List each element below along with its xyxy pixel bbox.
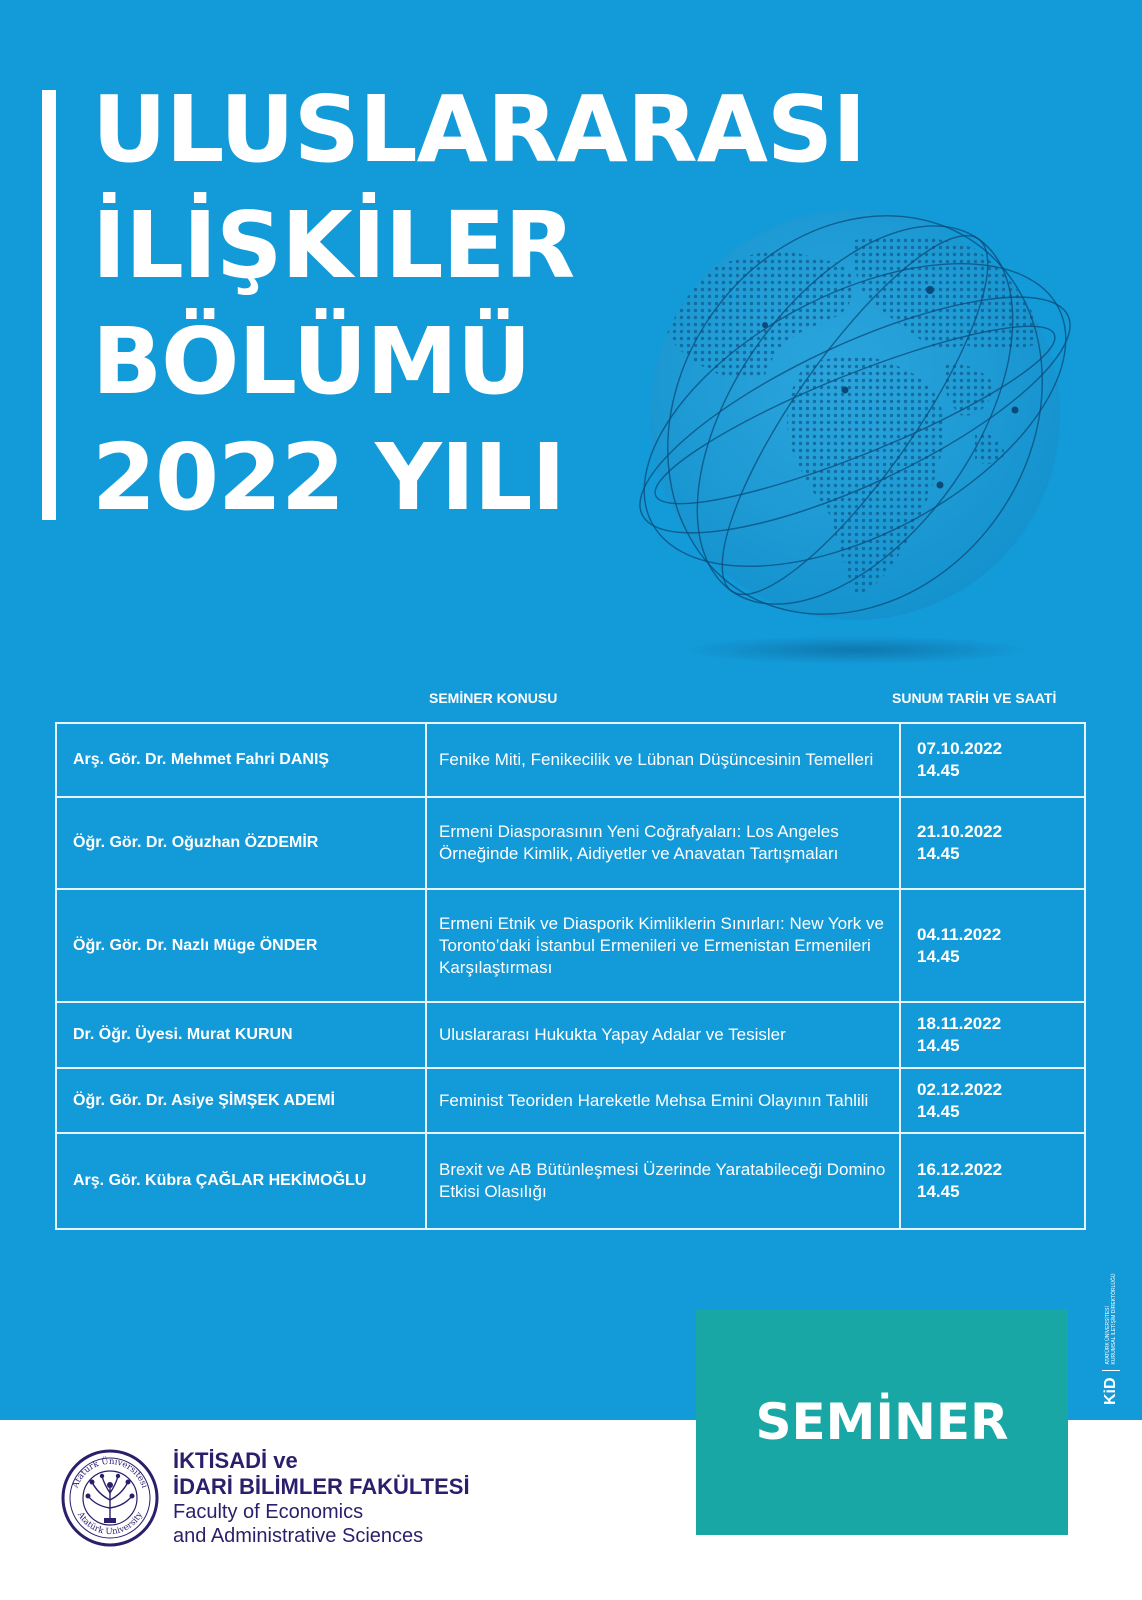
seal-text-bottom: Atatürk University: [75, 1510, 145, 1538]
presenter-name: Öğr. Gör. Dr. Oğuzhan ÖZDEMİR: [56, 797, 426, 889]
table-row: [56, 1068, 1085, 1133]
presenter-name: Arş. Gör. Kübra ÇAĞLAR HEKİMOĞLU: [56, 1133, 426, 1229]
presenter-name: Dr. Öğr. Üyesi. Murat KURUN: [56, 1002, 426, 1068]
university-seal-icon: [60, 1448, 160, 1548]
presentation-datetime: [900, 723, 1085, 797]
table-row: [56, 797, 1085, 889]
title-accent-bar: [42, 90, 56, 520]
seminar-schedule-table: [55, 722, 1086, 1230]
presentation-datetime: [900, 1002, 1085, 1068]
faculty-name-en-line-2: and Administrative Sciences: [173, 1525, 424, 1547]
seminar-topic: Ermeni Diasporasının Yeni Coğrafyaları: Los Angeles Örneğinde Kimlik, Aidiyetler ve Anavatan Tartışmaları: [426, 797, 900, 889]
faculty-name: [173, 1448, 470, 1548]
seminar-badge: SEMİNER: [696, 1309, 1068, 1535]
presentation-date: 18.11.2022: [917, 1014, 1002, 1033]
presentation-time: 14.45: [917, 844, 960, 863]
seal-text-top: Atatürk Üniversitesi: [70, 1456, 150, 1490]
column-header-topic: SEMİNER KONUSU: [429, 690, 558, 706]
table-row: [56, 723, 1085, 797]
kid-logo: [1098, 1240, 1124, 1405]
world-map-globe-icon: [615, 195, 1095, 675]
presentation-time: 14.45: [917, 1036, 960, 1055]
presentation-time: 14.45: [917, 761, 960, 780]
seminar-topic: Uluslararası Hukukta Yapay Adalar ve Tesisler: [426, 1002, 900, 1068]
presentation-datetime: [900, 797, 1085, 889]
title-line-4: 2022 YILI: [92, 424, 565, 531]
table-row: [56, 1133, 1085, 1229]
seminar-topic: Feminist Teoriden Hareketle Mehsa Emini Olayının Tahlili: [426, 1068, 900, 1133]
column-header-date: SUNUM TARİH VE SAATİ: [892, 690, 1057, 706]
presenter-name: Arş. Gör. Dr. Mehmet Fahri DANIŞ: [56, 723, 426, 797]
faculty-name-tr-line-1: İKTİSADİ ve: [173, 1448, 298, 1473]
presentation-date: 02.12.2022: [917, 1079, 1003, 1099]
presentation-date: 04.11.2022: [917, 924, 1002, 944]
kid-logo-divider: [1102, 1370, 1120, 1371]
presentation-datetime: [900, 1068, 1085, 1133]
table-row: [56, 889, 1085, 1002]
presenter-name: Öğr. Gör. Dr. Nazlı Müge ÖNDER: [56, 889, 426, 1002]
presentation-date: 16.12.2022: [917, 1160, 1003, 1179]
presentation-date: 07.10.2022: [917, 739, 1003, 758]
presentation-date: 21.10.2022: [917, 822, 1003, 841]
seminar-topic: Brexit ve AB Bütünleşmesi Üzerinde Yaratabileceği Domino Etkisi Olasılığı: [426, 1133, 900, 1229]
seminar-topic: Ermeni Etnik ve Diasporik Kimliklerin Sınırları: New York ve Toronto’daki İstanbul Ermenileri ve Ermenistan Ermenileri Karşılaştırması: [426, 889, 900, 1002]
faculty-name-en-line-1: Faculty of Economics: [173, 1501, 364, 1523]
kid-logo-mark: KiD: [1102, 1377, 1119, 1405]
faculty-name-tr-line-2: İDARİ BİLİMLER FAKÜLTESİ: [173, 1474, 470, 1499]
table-row: [56, 1002, 1085, 1068]
title-line-1: ULUSLARARASI: [92, 76, 866, 183]
seminar-topic: Fenike Miti, Fenikecilik ve Lübnan Düşüncesinin Temelleri: [426, 723, 900, 797]
title-line-3: BÖLÜMÜ: [92, 308, 531, 415]
presentation-time: 14.45: [917, 1101, 960, 1121]
presentation-time: 14.45: [917, 946, 960, 966]
kid-logo-line-2: KURUMSAL İLETİŞİM DİREKTÖRLÜĞÜ: [1111, 1273, 1117, 1365]
presentation-datetime: [900, 889, 1085, 1002]
presenter-name: Öğr. Gör. Dr. Asiye ŞİMŞEK ADEMİ: [56, 1068, 426, 1133]
kid-logo-line-1: ATATÜRK ÜNİVERSİTESİ: [1105, 1306, 1111, 1365]
presentation-time: 14.45: [917, 1182, 960, 1201]
presentation-datetime: [900, 1133, 1085, 1229]
title-line-2: İLİŞKİLER: [92, 192, 575, 299]
